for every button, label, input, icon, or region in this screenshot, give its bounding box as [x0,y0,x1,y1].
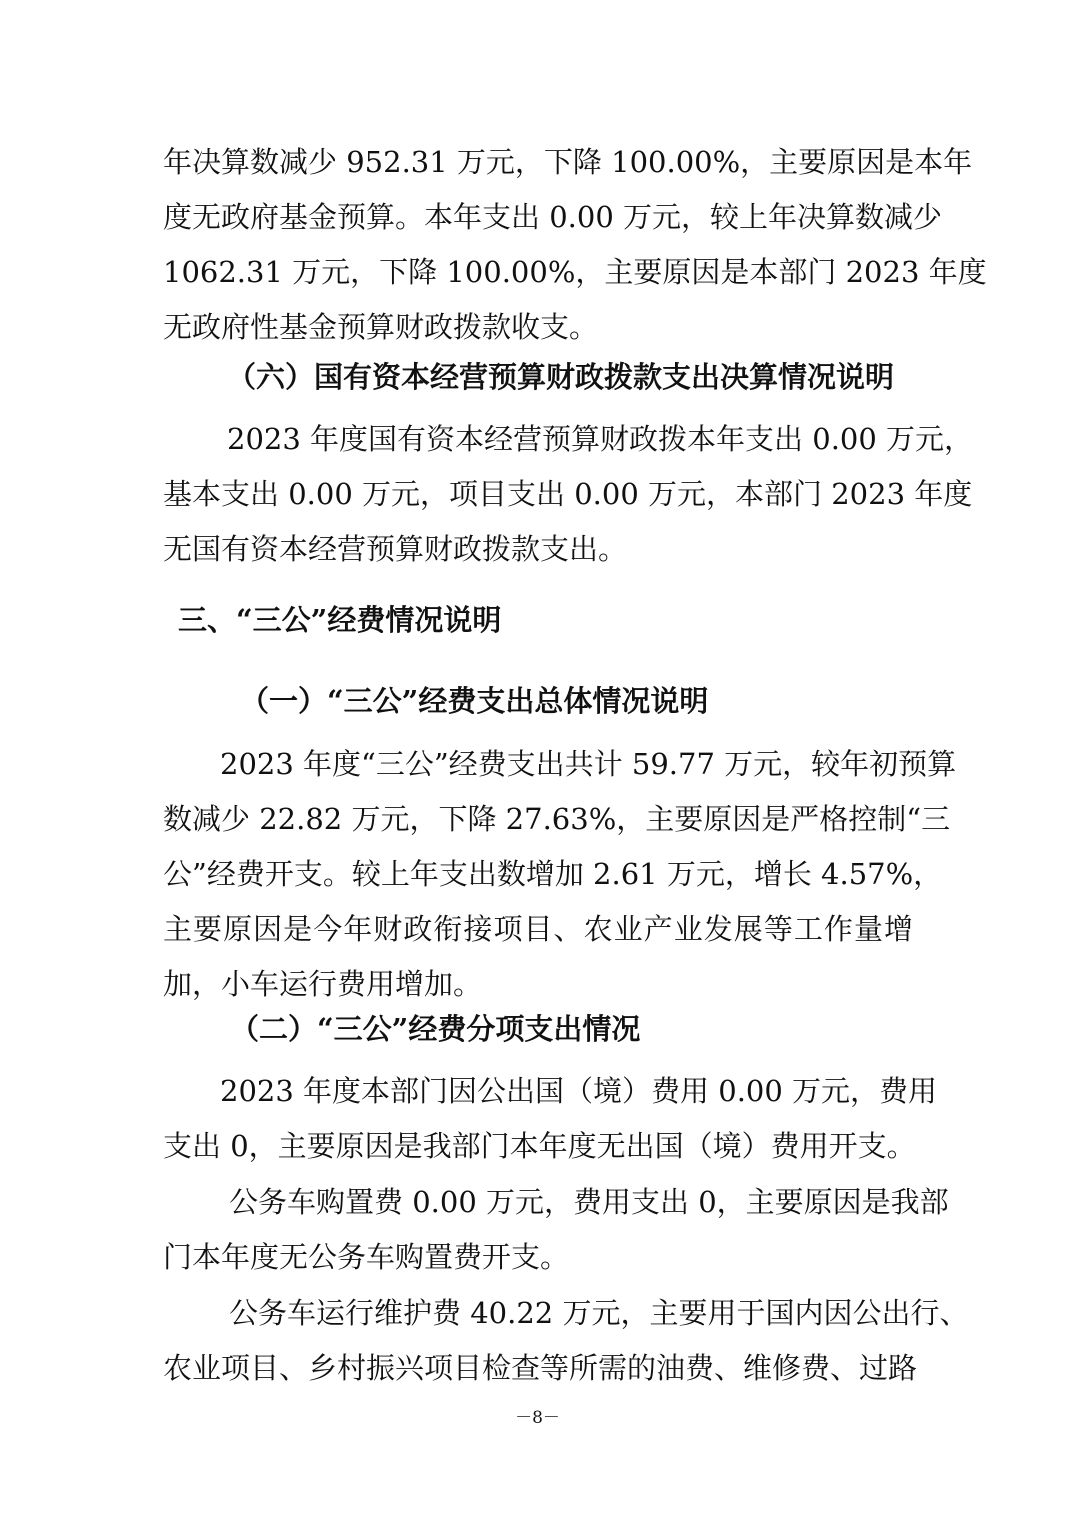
paragraph-line: 公”经费开支。较上年支出数增加 2.61 万元，增长 4.57%， [163,857,943,891]
paragraph-line: 2023 年度本部门因公出国（境）费用 0.00 万元，费用 [220,1074,938,1108]
paragraph-line: 无国有资本经营预算财政拨款支出。 [163,532,628,566]
paragraph-line: 主要原因是今年财政衔接项目、农业产业发展等工作量增 [163,912,913,946]
paragraph-line: 度无政府基金预算。本年支出 0.00 万元，较上年决算数减少 [163,200,943,234]
paragraph-line: 加，小车运行费用增加。 [163,967,483,1001]
paragraph-line: 公务车运行维护费 40.22 万元，主要用于国内因公出行、 [229,1296,969,1330]
paragraph-line: 年决算数减少 952.31 万元，下降 100.00%，主要原因是本年 [163,145,973,179]
section-heading: 三、“三公”经费情况说明 [178,603,502,637]
subheading-one: （一）“三公”经费支出总体情况说明 [240,684,709,718]
paragraph-line: 公务车购置费 0.00 万元，费用支出 0，主要原因是我部 [229,1185,949,1219]
paragraph-line: 农业项目、乡村振兴项目检查等所需的油费、维修费、过路 [163,1351,918,1385]
subheading-six: （六）国有资本经营预算财政拨款支出决算情况说明 [227,360,895,394]
paragraph-line: 支出 0，主要原因是我部门本年度无出国（境）费用开支。 [163,1129,916,1163]
paragraph-line: 基本支出 0.00 万元，项目支出 0.00 万元，本部门 2023 年度 [163,477,973,511]
paragraph-line: 无政府性基金预算财政拨款收支。 [163,310,599,344]
paragraph-line: 门本年度无公务车购置费开支。 [163,1240,570,1274]
paragraph-line: 2023 年度“三公”经费支出共计 59.77 万元，较年初预算 [220,747,957,781]
paragraph-line: 1062.31 万元，下降 100.00%，主要原因是本部门 2023 年度 [163,255,987,289]
page-number: －8－ [515,1408,560,1428]
paragraph-line: 数减少 22.82 万元，下降 27.63%，主要原因是严格控制“三 [163,802,951,836]
paragraph-line: 2023 年度国有资本经营预算财政拨本年支出 0.00 万元， [227,422,974,456]
subheading-two: （二）“三公”经费分项支出情况 [230,1012,641,1046]
